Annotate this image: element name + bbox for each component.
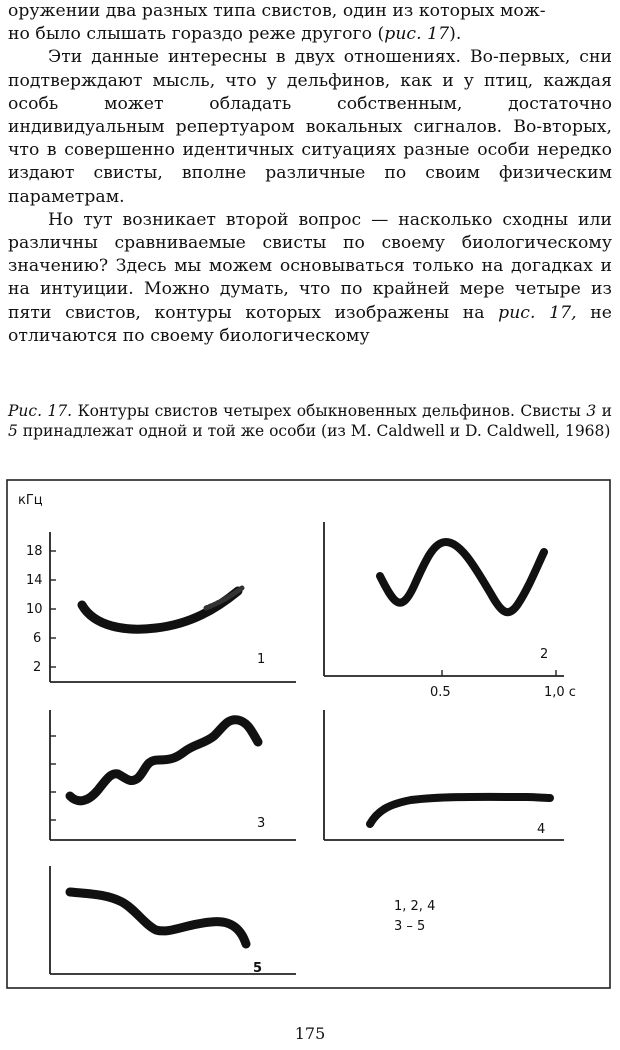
panel-label-4: 4 — [537, 822, 546, 837]
caption-text-1: Контуры свистов четырех обыкновенных дельфинов. Свисты — [72, 402, 587, 420]
whistle-contour-4 — [370, 797, 550, 824]
line-2-end: ). — [449, 24, 462, 45]
body-text — [8, 0, 612, 348]
x-tick-label: 0.5 — [430, 685, 451, 700]
panel-label-2: 2 — [540, 647, 549, 662]
page-number: 175 — [294, 1024, 326, 1043]
caption-num-b: 5 — [8, 422, 18, 440]
panel-3 — [50, 710, 296, 840]
figure-caption — [8, 401, 612, 441]
line-2: но было слышать гораздо реже другого ( — [8, 24, 385, 45]
y-tick-label: 18 — [26, 544, 43, 559]
panel-2 — [324, 522, 576, 700]
y-ticks — [26, 544, 56, 675]
paragraph-1 — [8, 0, 612, 46]
caption-num-a: 3 — [586, 402, 597, 420]
paragraph-2: Эти данные интересны в двух отношениях. Во-первых, сни подтверждают мысль, что у дельфинов, как и у птиц, каждая особь может обладать собственным, достаточно индивидуальным репертуаром вокальных сигналов. Во-вторых, что в совершенно идентичных ситуациях разные особи нередко издают свисты, вполне различные по своим физическим параметрам. — [8, 47, 612, 207]
grouping-note-1: 1, 2, 4 — [394, 899, 436, 914]
figure-reference: рис. 17 — [384, 24, 450, 45]
y-tick-label: 14 — [26, 573, 43, 588]
grouping-note-2: 3 – 5 — [394, 919, 426, 934]
paragraph-3 — [8, 209, 612, 348]
paragraph-3-text: Но тут возникает второй вопрос — насколько сходны или различны сравниваемые свисты по своему биологическому значению? Здесь мы можем основываться только на догадках и на интуиции. Можно думать, что по крайней мере четыре из пяти свистов, контуры которых изображены на — [8, 209, 612, 323]
figure-frame — [7, 480, 610, 988]
y-tick-label: 10 — [26, 602, 43, 617]
figure-reference-2: рис. 17, — [498, 302, 577, 323]
panel-label-5: 5 — [253, 961, 263, 976]
y-tick-label: 2 — [33, 660, 42, 675]
figure-17 — [6, 474, 616, 992]
panel-label-1: 1 — [257, 652, 266, 667]
whistle-contour-5 — [70, 892, 246, 944]
caption-text-2: и — [596, 402, 612, 420]
caption-text-3: принадлежат одной и той же особи (из M. Caldwell и D. Caldwell, 1968) — [17, 422, 611, 440]
line-1: оружении два разных типа свистов, один из которых мож- — [8, 1, 546, 21]
panel-1 — [18, 493, 296, 682]
panel-4 — [324, 710, 564, 840]
y-unit-label: кГц — [18, 493, 43, 508]
whistle-contours-figure — [6, 474, 616, 992]
whistle-contour-2 — [380, 542, 544, 612]
caption-label: Рис. 17. — [8, 402, 73, 420]
y-tick-label: 6 — [33, 631, 42, 646]
panel-label-3: 3 — [257, 816, 266, 831]
x-tick-label: 1,0 с — [544, 685, 576, 700]
whistle-contour-3 — [70, 720, 258, 801]
panel-5 — [50, 866, 296, 976]
paragraph-3-end: не отличаются по своему биологическому — [8, 302, 612, 346]
whistle-contour-1 — [82, 591, 238, 629]
